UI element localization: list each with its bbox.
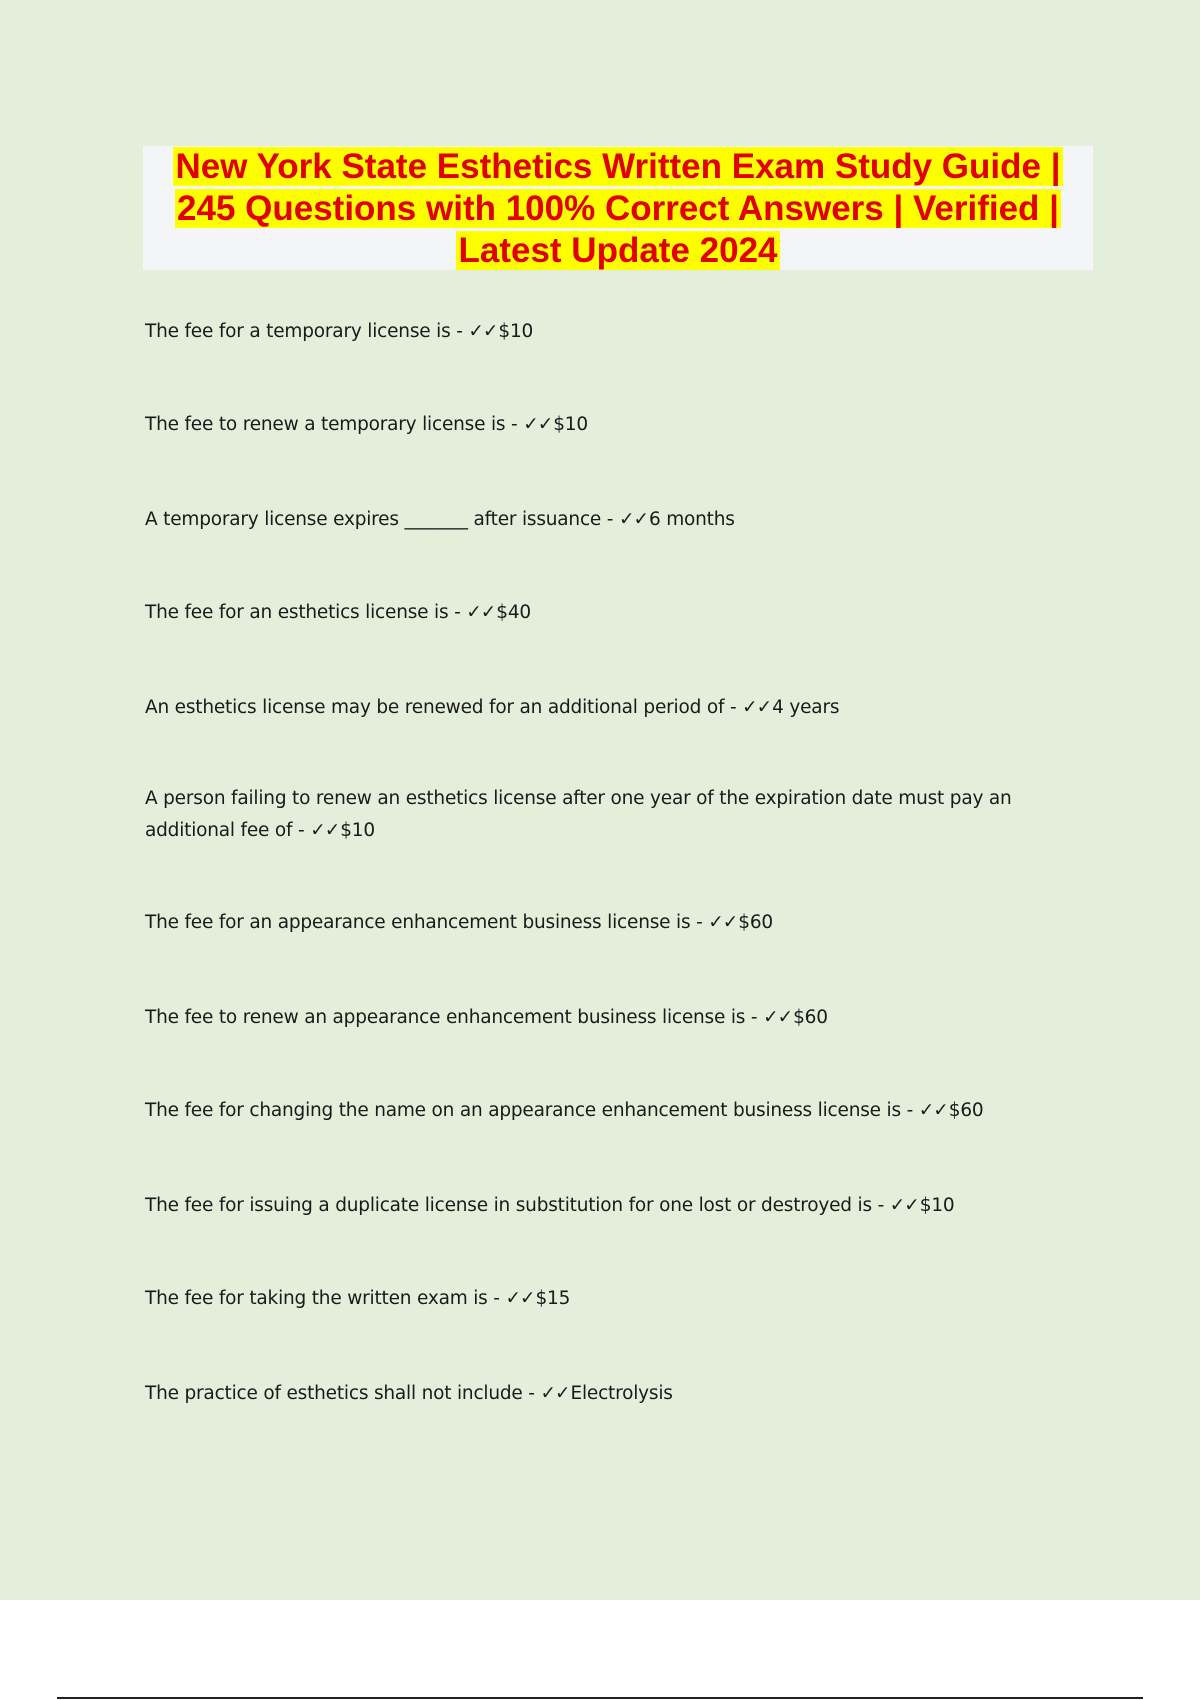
question-text: The fee to renew an appearance enhancement business license is - <box>145 1007 764 1028</box>
check-marks: ✓✓ <box>918 1100 948 1121</box>
question-text: The fee for an esthetics license is - <box>145 602 467 623</box>
qa-item <box>145 907 1105 939</box>
qa-item <box>145 1190 1105 1222</box>
question-text: An esthetics license may be renewed for an additional period of - <box>145 697 743 718</box>
qa-item <box>145 692 1105 724</box>
check-marks: ✓✓ <box>468 321 498 342</box>
document-title: New York State Esthetics Written Exam Study Guide | 245 Questions with 100% Correct Answers | Verified | Latest Update 2024 <box>175 147 1061 270</box>
check-marks: ✓✓ <box>540 1383 570 1404</box>
question-text: The fee for taking the written exam is - <box>145 1288 506 1309</box>
check-marks: ✓✓ <box>505 1288 535 1309</box>
check-marks: ✓✓ <box>466 602 496 623</box>
question-text: The practice of esthetics shall not include - <box>145 1383 541 1404</box>
check-marks: ✓✓ <box>618 509 648 530</box>
qa-item <box>145 504 1105 536</box>
question-text: The fee to renew a temporary license is - <box>145 414 524 435</box>
qa-item <box>145 783 1025 847</box>
question-text: A person failing to renew an esthetics license after one year of the expiration date must pay an additional fee of - <box>145 788 1012 841</box>
answer-text: $15 <box>535 1288 571 1309</box>
answer-text: $60 <box>793 1007 828 1028</box>
check-marks: ✓✓ <box>708 912 738 933</box>
question-text: The fee for changing the name on an appearance enhancement business license is - <box>145 1100 919 1121</box>
check-marks: ✓✓ <box>310 820 340 841</box>
answer-text: $10 <box>340 820 375 841</box>
qa-item <box>145 316 1105 348</box>
check-marks: ✓✓ <box>742 697 772 718</box>
answer-text: $10 <box>919 1195 955 1216</box>
check-marks: ✓✓ <box>763 1007 793 1028</box>
qa-item <box>145 1002 1105 1034</box>
answer-text: Electrolysis <box>570 1383 673 1404</box>
check-marks: ✓✓ <box>523 414 553 435</box>
answer-text: $60 <box>738 912 773 933</box>
answer-text: $60 <box>948 1100 984 1121</box>
qa-item <box>145 597 1105 629</box>
question-text: The fee for a temporary license is - <box>145 321 469 342</box>
check-marks: ✓✓ <box>889 1195 919 1216</box>
question-text: The fee for an appearance enhancement business license is - <box>145 912 709 933</box>
answer-text: $10 <box>498 321 534 342</box>
question-text: A temporary license expires _______ after issuance - <box>145 509 619 530</box>
answer-text: $40 <box>496 602 531 623</box>
question-text: The fee for issuing a duplicate license in substitution for one lost or destroyed is - <box>145 1195 890 1216</box>
qa-item <box>145 1283 1105 1315</box>
answer-text: 6 months <box>648 509 735 530</box>
footer-divider <box>57 1697 1143 1699</box>
answer-text: $10 <box>553 414 588 435</box>
qa-item <box>145 409 1105 441</box>
answer-text: 4 years <box>772 697 840 718</box>
qa-item <box>145 1095 1105 1127</box>
title-box <box>143 146 1093 270</box>
qa-item <box>145 1378 1105 1410</box>
